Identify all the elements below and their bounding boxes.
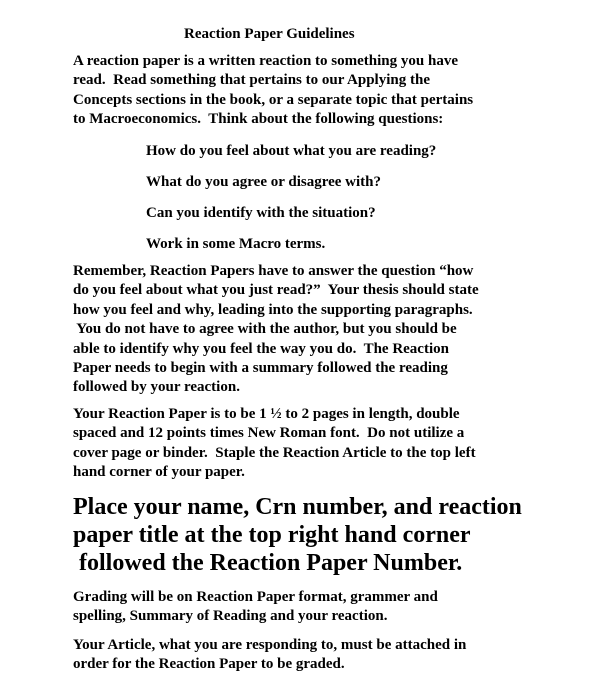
article-paragraph	[73, 636, 543, 675]
length-paragraph	[73, 405, 543, 483]
page-title: Reaction Paper Guidelines	[184, 26, 355, 42]
question-item: What do you agree or disagree with?	[146, 174, 381, 190]
text-line: read. Read something that pertains to our Applying the	[73, 72, 430, 89]
text-line: order for the Reaction Paper to be graded.	[73, 656, 345, 673]
placement-instructions	[73, 493, 573, 577]
text-line: Concepts sections in the book, or a separate topic that pertains	[73, 91, 474, 108]
text-line: A reaction paper is a written reaction to something you have	[73, 53, 458, 69]
text-line: You do not have to agree with the author, but you should be	[73, 321, 457, 338]
text-line: Paper needs to begin with a summary followed the reading	[73, 360, 448, 377]
grading-paragraph	[73, 588, 543, 627]
text-line: able to identify why you feel the way you do. The Reaction	[73, 340, 449, 357]
text-line: spelling, Summary of Reading and your reaction.	[73, 608, 388, 625]
question-item: Work in some Macro terms.	[146, 236, 326, 252]
text-line: do you feel about what you just read?” Your thesis should state	[73, 282, 479, 299]
intro-paragraph	[73, 52, 543, 130]
text-line: hand corner of your paper.	[73, 464, 245, 481]
text-line: cover page or binder. Staple the Reaction Article to the top left	[73, 444, 476, 461]
text-line: how you feel and why, leading into the supporting paragraphs.	[73, 301, 473, 318]
text-line: Grading will be on Reaction Paper format, grammer and	[73, 589, 438, 605]
remember-paragraph	[73, 262, 543, 398]
text-line: spaced and 12 points times New Roman font. Do not utilize a	[73, 425, 465, 442]
text-line: followed by your reaction.	[73, 379, 240, 396]
question-item: How do you feel about what you are reading?	[146, 143, 437, 159]
text-line: followed the Reaction Paper Number.	[73, 550, 463, 576]
text-line: Place your name, Crn number, and reaction	[73, 494, 522, 520]
text-line: Remember, Reaction Papers have to answer the question “how	[73, 263, 474, 279]
question-item: Can you identify with the situation?	[146, 205, 376, 221]
text-line: to Macroeconomics. Think about the following questions:	[73, 111, 444, 128]
text-line: Your Reaction Paper is to be 1 ½ to 2 pages in length, double	[73, 406, 460, 422]
text-line: Your Article, what you are responding to, must be attached in	[73, 637, 467, 653]
text-line: paper title at the top right hand corner	[73, 522, 471, 548]
